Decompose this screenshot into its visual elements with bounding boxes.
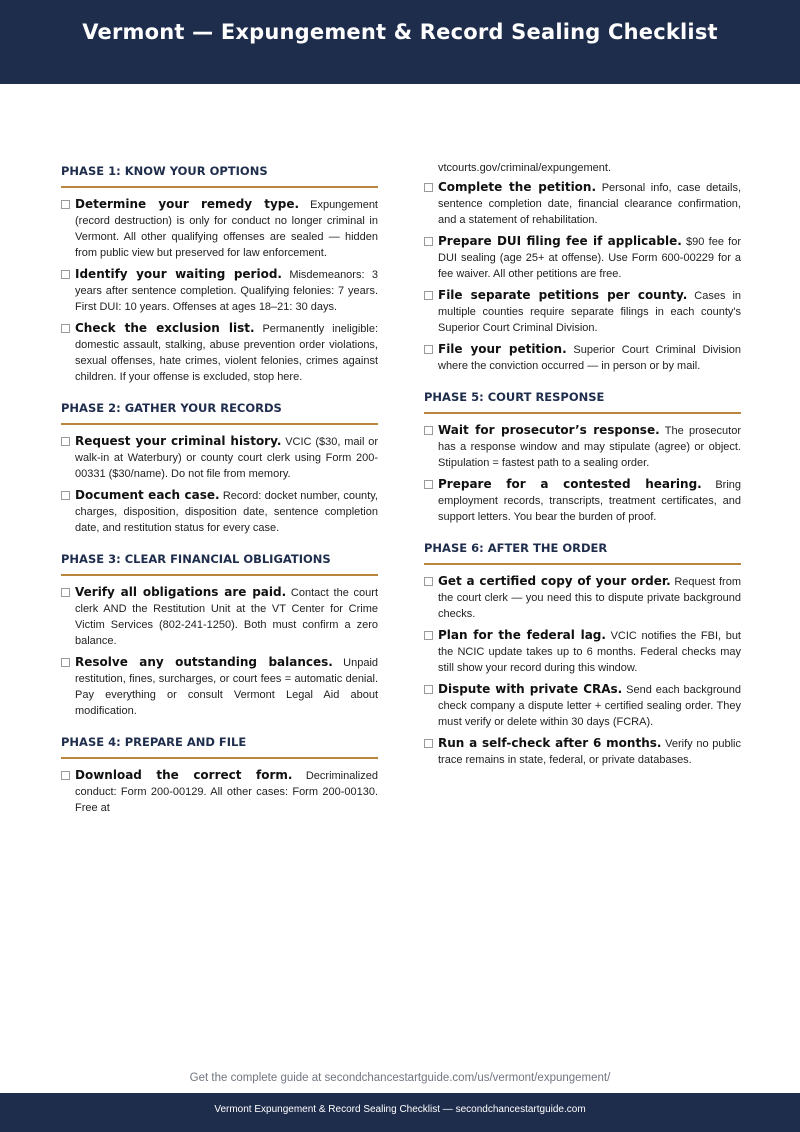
footer-band [0, 1093, 800, 1132]
checkbox[interactable] [61, 437, 70, 446]
item-title: Plan for the federal lag. [438, 628, 606, 642]
checklist-item [424, 476, 741, 525]
item-title: Get a certified copy of your order. [438, 574, 671, 588]
checkbox[interactable] [424, 685, 433, 694]
item-text: Bring employment records, transcripts, treatment certificates, and support letters. You bear the burden of proof. [438, 479, 741, 523]
item-text: Verify no public trace remains in state, federal, or private databases. [438, 738, 741, 766]
checkbox[interactable] [424, 631, 433, 640]
checkbox[interactable] [61, 658, 70, 667]
item-text: Contact the court clerk AND the Restitution Unit at the VT Center for Crime Victim Services (802-241-1250). Both must confirm a zero balance. [75, 587, 378, 647]
checkbox[interactable] [424, 739, 433, 748]
item-text: $90 fee for DUI sealing (age 25+ at offense). Use Form 600-00229 for a fee waiver. All other petitions are free. [438, 236, 742, 280]
checklist-item [61, 654, 378, 719]
checkbox[interactable] [424, 480, 433, 489]
checklist-item [61, 196, 378, 261]
checklist-columns [61, 160, 741, 828]
item-text: Misdemeanors: 3 years after sentence completion. Qualifying felonies: 7 years. First DUI: 10 years. Offenses at ages 18–21: 30 days. [75, 269, 378, 313]
item-text: Expungement (record destruction) is only for conduct no longer criminal in Vermont. All other qualifying offenses are sealed — hidden from public view but preserved for law enforcement. [75, 199, 378, 259]
phase-title: PHASE 3: CLEAR FINANCIAL OBLIGATIONS [61, 548, 378, 576]
checkbox[interactable] [61, 491, 70, 500]
checkbox[interactable] [424, 291, 433, 300]
checklist-item [61, 767, 378, 816]
checkbox[interactable] [424, 183, 433, 192]
item-title: Determine your remedy type. [75, 197, 300, 211]
guide-link[interactable]: Get the complete guide at secondchancestartguide.com/us/vermont/expungement/ [189, 1072, 611, 1084]
item-title: Request your criminal history. [75, 434, 282, 448]
checkbox[interactable] [424, 237, 433, 246]
item-text: Permanently ineligible: domestic assault, stalking, abuse prevention order violations, sexual offenses, hate crimes, violent felonies, crimes against children. If your offense is excluded, stop here. [75, 323, 378, 383]
item-text: The prosecutor has a response window and may stipulate (agree) or object. Stipulation = fastest path to a sealing order. [438, 425, 742, 469]
checklist-item [424, 735, 741, 768]
checklist-item [61, 320, 378, 385]
item-title: Complete the petition. [438, 180, 597, 194]
item-title: Prepare DUI filing fee if applicable. [438, 234, 682, 248]
item-title: Identify your waiting period. [75, 267, 282, 281]
item-title: Prepare for a contested hearing. [438, 477, 702, 491]
left-column [61, 160, 378, 828]
checklist-item [424, 233, 741, 282]
checklist-item [424, 627, 741, 676]
checkbox[interactable] [61, 588, 70, 597]
item-text: Superior Court Criminal Division where the conviction occurred — in person or by mail. [438, 344, 741, 372]
item-text: Record: docket number, county, charges, disposition, disposition date, sentence completion date, and restitution status for every case. [75, 490, 378, 534]
checklist-item [61, 584, 378, 649]
phase-5 [424, 386, 741, 525]
checkbox[interactable] [424, 345, 433, 354]
phase-title: PHASE 2: GATHER YOUR RECORDS [61, 397, 378, 425]
checklist-item [61, 433, 378, 482]
item-text: Send each background check company a dispute letter + certified sealing order. They must verify or delete within 30 days (FCRA). [438, 684, 741, 728]
phase-title: PHASE 4: PREPARE AND FILE [61, 731, 378, 759]
item-title: Dispute with private CRAs. [438, 682, 623, 696]
item-text: Unpaid restitution, fines, surcharges, or court fees = automatic denial. Pay everything or consult Vermont Legal Aid about modification. [75, 657, 379, 717]
item-title: Check the exclusion list. [75, 321, 255, 335]
page-title: Vermont — Expungement & Record Sealing Checklist [82, 20, 718, 44]
footer-text: Vermont Expungement & Record Sealing Checklist — secondchancestartguide.com [214, 1104, 586, 1115]
item-text: Personal info, case details, sentence completion date, financial clearance confirmation, and a statement of rehabilitation. [438, 182, 742, 226]
phase-title: PHASE 6: AFTER THE ORDER [424, 537, 741, 565]
item-text: Request from the court clerk — you need this to dispute private background checks. [438, 576, 742, 620]
phase-title: PHASE 1: KNOW YOUR OPTIONS [61, 160, 378, 188]
item-text: Cases in multiple counties require separate filings in each county's Superior Court Criminal Division. [438, 290, 741, 334]
checkbox[interactable] [424, 426, 433, 435]
item-title: File separate petitions per county. [438, 288, 688, 302]
item-title: Resolve any outstanding balances. [75, 655, 333, 669]
checkbox[interactable] [61, 324, 70, 333]
checklist-item [424, 341, 741, 374]
checklist-item [424, 287, 741, 336]
phase-4 [61, 731, 378, 816]
checklist-item [424, 573, 741, 622]
item-title: Document each case. [75, 488, 220, 502]
item-title: Wait for prosecutor’s response. [438, 423, 660, 437]
item-text: VCIC notifies the FBI, but the NCIC update takes up to 6 months. Federal checks may still show your record during this window. [438, 630, 741, 674]
item-text-continued: vtcourts.gov/criminal/expungement. [438, 162, 612, 174]
item-text: VCIC ($30, mail or walk-in at Waterbury) or county court clerk using Form 200-00331 ($30/name). Do not file from memory. [75, 436, 378, 480]
phase-2 [61, 397, 378, 536]
checklist-item [424, 422, 741, 471]
phase-6 [424, 537, 741, 768]
checkbox[interactable] [61, 200, 70, 209]
checkbox[interactable] [61, 771, 70, 780]
item-title: Verify all obligations are paid. [75, 585, 287, 599]
checklist-item [61, 266, 378, 315]
checkbox[interactable] [61, 270, 70, 279]
checklist-item [424, 179, 741, 228]
phase-1 [61, 160, 378, 385]
phase-4-continued [424, 160, 741, 374]
item-title: Download the correct form. [75, 768, 293, 782]
item-title: File your petition. [438, 342, 567, 356]
phase-3 [61, 548, 378, 719]
checklist-item [61, 487, 378, 536]
right-column [424, 160, 741, 828]
header-band [0, 0, 800, 84]
checkbox[interactable] [424, 577, 433, 586]
phase-title: PHASE 5: COURT RESPONSE [424, 386, 741, 414]
checklist-item [424, 681, 741, 730]
item-text: Decriminalized conduct: Form 200-00129. All other cases: Form 200-00130. Free at [75, 770, 378, 814]
item-title: Run a self-check after 6 months. [438, 736, 662, 750]
